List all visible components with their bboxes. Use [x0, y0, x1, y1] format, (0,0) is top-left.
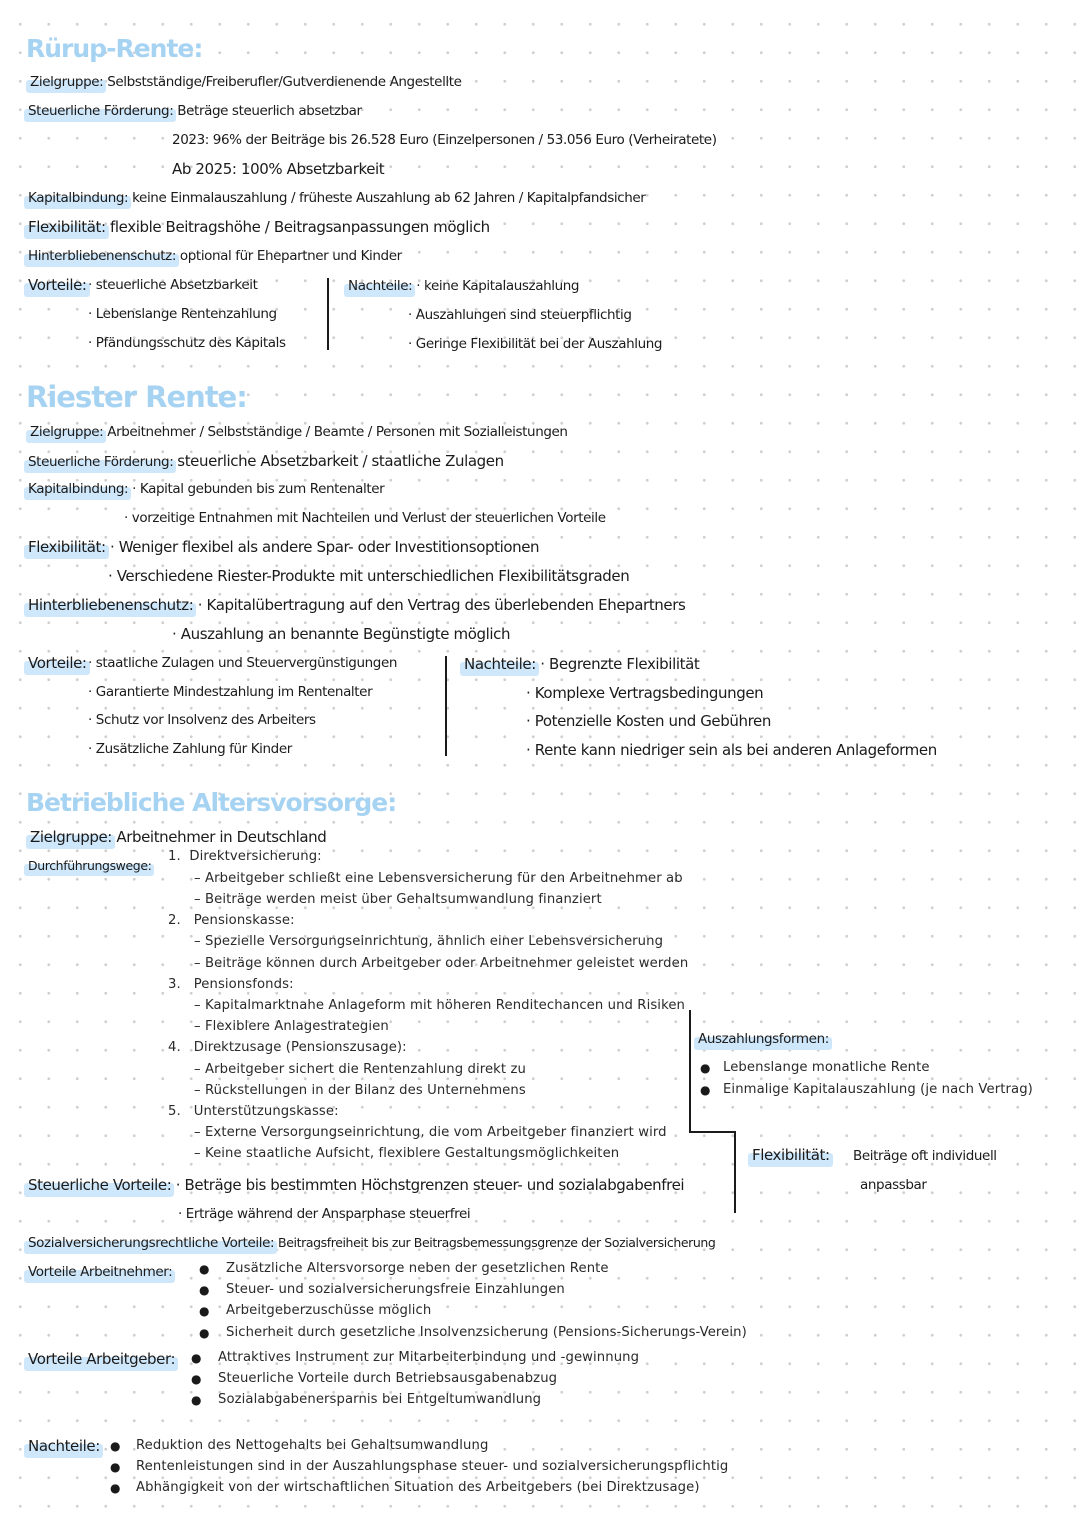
bav-steuer-row	[28, 1176, 684, 1194]
bav-zielgruppe-text: Arbeitnehmer in Deutschland	[116, 828, 327, 846]
bullet-icon: ●	[110, 1481, 121, 1495]
bav-weg-1-point-1: – Arbeitgeber schließt eine Lebensversicherung für den Arbeitnehmer ab	[194, 871, 683, 886]
riester-vorteil-1: · staatliche Zulagen und Steuervergünstigungen	[88, 655, 398, 671]
bav-weg-4-point-1: – Arbeitgeber sichert die Rentenzahlung direkt zu	[194, 1062, 526, 1077]
bav-weg-2: 2. Pensionskasse:	[168, 913, 295, 928]
bullet-icon: ●	[700, 1061, 711, 1075]
bav-weg-3-point-2: – Flexiblere Anlagestrategien	[194, 1019, 389, 1034]
ruerup-foerderung-text: Beträge steuerlich absetzbar	[177, 103, 362, 119]
bav-vorteil-ag-3: Sozialabgabenersparnis bei Entgeltumwandlung	[218, 1392, 542, 1407]
ruerup-nachteil-3: · Geringe Flexibilität bei der Auszahlung	[408, 336, 663, 352]
bav-steuer-1: · Beträge bis bestimmten Höchstgrenzen steuer- und sozialabgabenfrei	[175, 1176, 685, 1194]
riester-hinterbliebenen-2: · Auszahlung an benannte Begünstigte möglich	[172, 625, 511, 643]
bav-weg-5-point-2: – Keine staatliche Aufsicht, flexiblere Gestaltungsmöglichkeiten	[194, 1146, 620, 1161]
ruerup-foerderung-row	[28, 103, 362, 119]
ruerup-zielgruppe-label: Zielgruppe:	[30, 74, 104, 90]
ruerup-vorteile-label: Vorteile:	[28, 276, 87, 294]
bav-vorteil-ag-2: Steuerliche Vorteile durch Betriebsausgabenabzug	[218, 1371, 558, 1386]
ruerup-flexibilitaet-text: flexible Beitragshöhe / Beitragsanpassungen möglich	[110, 218, 490, 236]
bav-weg-5-point-1: – Externe Versorgungseinrichtung, die vom Arbeitgeber finanziert wird	[194, 1125, 667, 1140]
ruerup-zielgruppe-row	[30, 74, 462, 90]
riester-title: Riester Rente:	[26, 380, 247, 414]
riester-nachteil-4: · Rente kann niedriger sein als bei anderen Anlageformen	[526, 741, 937, 759]
bav-weg-5: 5. Unterstützungskasse:	[168, 1104, 339, 1119]
riester-hinterbliebenen-1: · Kapitalübertragung auf den Vertrag des überlebenden Ehepartners	[197, 596, 686, 614]
bav-vorteil-an-2: Steuer- und sozialversicherungsfreie Einzahlungen	[226, 1282, 565, 1297]
riester-nachteil-1: · Begrenzte Flexibilität	[540, 655, 700, 673]
bav-weg-2-point-1: – Spezielle Versorgungseinrichtung, ähnlich einer Lebensversicherung	[194, 934, 664, 949]
riester-nachteile-row	[464, 655, 699, 673]
ruerup-foerderung-label: Steuerliche Förderung:	[28, 103, 174, 119]
riester-divider	[445, 656, 447, 756]
riester-kapitalbindung-1: · Kapital gebunden bis zum Rentenalter	[132, 481, 385, 497]
bullet-icon: ●	[191, 1372, 202, 1386]
riester-zielgruppe-text: Arbeitnehmer / Selbstständige / Beamte / Personen mit Sozialleistungen	[107, 424, 568, 440]
bav-auszahlung-2: Einmalige Kapitalauszahlung (je nach Vertrag)	[723, 1082, 1033, 1097]
bav-nachteile-label: Nachteile:	[28, 1437, 100, 1455]
ruerup-title: Rürup-Rente:	[26, 34, 203, 63]
bav-auszahlung-connector	[689, 1131, 736, 1133]
ruerup-vorteil-2: · Lebenslange Rentenzahlung	[88, 306, 277, 322]
bullet-icon: ●	[110, 1460, 121, 1474]
bav-nachteil-1: Reduktion des Nettogehalts bei Gehaltsumwandlung	[136, 1438, 489, 1453]
bav-nachteil-2: Rentenleistungen sind in der Auszahlungsphase steuer- und sozialversicherungspflichtig	[136, 1459, 729, 1474]
riester-zielgruppe-label: Zielgruppe:	[30, 424, 104, 440]
bav-vorteil-ag-1: Attraktives Instrument zur Mitarbeiterbindung und -gewinnung	[218, 1350, 640, 1365]
ruerup-vorteil-1: · steuerliche Absetzbarkeit	[88, 277, 258, 293]
riester-zielgruppe-row	[30, 424, 568, 440]
bav-sozial-row	[28, 1235, 715, 1251]
bav-auszahlung-1: Lebenslange monatliche Rente	[723, 1060, 930, 1075]
riester-vorteil-2: · Garantierte Mindestzahlung im Rentenalter	[88, 684, 373, 700]
ruerup-flexibilitaet-row	[28, 218, 490, 236]
riester-kapitalbindung-row	[28, 481, 384, 497]
bav-flex-label: Flexibilität:	[752, 1146, 830, 1164]
bav-zielgruppe-row	[30, 828, 326, 846]
bav-flex-divider	[734, 1131, 736, 1213]
bav-vorteile-an-label: Vorteile Arbeitnehmer:	[28, 1264, 173, 1280]
riester-vorteil-4: · Zusätzliche Zahlung für Kinder	[88, 741, 292, 757]
bav-weg-1-point-2: – Beiträge werden meist über Gehaltsumwandlung finanziert	[194, 892, 602, 907]
bullet-icon: ●	[191, 1351, 202, 1365]
bav-sozial-text: Beitragsfreiheit bis zur Beitragsbemessungsgrenze der Sozialversicherung	[278, 1235, 716, 1250]
bav-flex-1: Beiträge oft individuell	[853, 1148, 997, 1164]
riester-foerderung-row	[28, 452, 504, 470]
bav-title: Betriebliche Altersvorsorge:	[26, 788, 397, 817]
bav-weg-3: 3. Pensionsfonds:	[168, 977, 294, 992]
riester-flexibilitaet-2: · Verschiedene Riester-Produkte mit unterschiedlichen Flexibilitätsgraden	[108, 567, 630, 585]
ruerup-nachteile-label: Nachteile:	[348, 278, 413, 294]
riester-vorteil-3: · Schutz vor Insolvenz des Arbeiters	[88, 712, 316, 728]
bav-weg-1: 1. Direktversicherung:	[168, 849, 322, 864]
ruerup-nachteile-row	[348, 278, 579, 294]
bullet-icon: ●	[700, 1083, 711, 1097]
ruerup-foerderung-2023: 2023: 96% der Beiträge bis 26.528 Euro (Einzelpersonen / 53.056 Euro (Verheiratete)	[172, 132, 717, 148]
bav-nachteil-3: Abhängigkeit von der wirtschaftlichen Situation des Arbeitgebers (bei Direktzusage)	[136, 1480, 700, 1495]
ruerup-nachteil-2: · Auszahlungen sind steuerpflichtig	[408, 307, 632, 323]
riester-nachteil-3: · Potenzielle Kosten und Gebühren	[526, 712, 771, 730]
bullet-icon: ●	[199, 1304, 210, 1318]
bav-vorteile-ag-label: Vorteile Arbeitgeber:	[28, 1350, 176, 1368]
bav-auszahlung-divider	[689, 1010, 691, 1132]
bav-steuer-2: · Erträge während der Ansparphase steuerfrei	[178, 1206, 471, 1222]
bav-auszahlung-label: Auszahlungsformen:	[698, 1031, 829, 1047]
riester-hinterbliebenen-row	[28, 596, 685, 614]
ruerup-kapitalbindung-label: Kapitalbindung:	[28, 190, 129, 206]
ruerup-flexibilitaet-label: Flexibilität:	[28, 218, 106, 236]
ruerup-zielgruppe-text: Selbstständige/Freiberufler/Gutverdienende Angestellte	[107, 74, 462, 90]
riester-foerderung-label: Steuerliche Förderung:	[28, 454, 174, 470]
riester-nachteile-label: Nachteile:	[464, 655, 536, 673]
ruerup-hinterbliebenen-row	[28, 248, 402, 264]
ruerup-kapitalbindung-text: keine Einmalauszahlung / früheste Auszahlung ab 62 Jahren / Kapitalpfandsicher	[132, 190, 646, 206]
bav-flex-2: anpassbar	[860, 1177, 927, 1193]
riester-kapitalbindung-2: · vorzeitige Entnahmen mit Nachteilen und Verlust der steuerlichen Vorteile	[124, 510, 606, 526]
ruerup-foerderung-2025: Ab 2025: 100% Absetzbarkeit	[172, 160, 385, 178]
bav-vorteil-an-1: Zusätzliche Altersvorsorge neben der gesetzlichen Rente	[226, 1261, 609, 1276]
bav-weg-4-point-2: – Rückstellungen in der Bilanz des Unternehmens	[194, 1083, 526, 1098]
riester-vorteile-label: Vorteile:	[28, 654, 87, 672]
bullet-icon: ●	[110, 1439, 121, 1453]
riester-flexibilitaet-1: · Weniger flexibel als andere Spar- oder Investitionsoptionen	[110, 538, 540, 556]
ruerup-vorteil-3: · Pfändungsschutz des Kapitals	[88, 335, 286, 351]
bullet-icon: ●	[199, 1326, 210, 1340]
ruerup-hinterbliebenen-label: Hinterbliebenenschutz:	[28, 248, 176, 264]
riester-kapitalbindung-label: Kapitalbindung:	[28, 481, 129, 497]
bav-steuer-label: Steuerliche Vorteile:	[28, 1176, 172, 1194]
bav-zielgruppe-label: Zielgruppe:	[30, 828, 112, 846]
riester-foerderung-text: steuerliche Absetzbarkeit / staatliche Zulagen	[177, 452, 504, 470]
bav-vorteil-an-4: Sicherheit durch gesetzliche Insolvenzsicherung (Pensions-Sicherungs-Verein)	[226, 1325, 747, 1340]
ruerup-divider	[327, 278, 329, 350]
bav-durchfuehrung-label: Durchführungswege:	[28, 858, 152, 873]
riester-flexibilitaet-label: Flexibilität:	[28, 538, 106, 556]
bullet-icon: ●	[199, 1283, 210, 1297]
ruerup-hinterbliebenen-text: optional für Ehepartner und Kinder	[179, 248, 402, 264]
riester-hinterbliebenen-label: Hinterbliebenenschutz:	[28, 596, 194, 614]
ruerup-kapitalbindung-row	[28, 190, 645, 206]
bav-weg-4: 4. Direktzusage (Pensionszusage):	[168, 1040, 407, 1055]
riester-flexibilitaet-row	[28, 538, 539, 556]
bav-sozial-label: Sozialversicherungsrechtliche Vorteile:	[28, 1235, 275, 1251]
bav-weg-3-point-1: – Kapitalmarktnahe Anlageform mit höheren Renditechancen und Risiken	[194, 998, 686, 1013]
bullet-icon: ●	[191, 1393, 202, 1407]
bullet-icon: ●	[199, 1262, 210, 1276]
riester-nachteil-2: · Komplexe Vertragsbedingungen	[526, 684, 764, 702]
bav-weg-2-point-2: – Beiträge können durch Arbeitgeber oder Arbeitnehmer geleistet werden	[194, 956, 689, 971]
bav-vorteil-an-3: Arbeitgeberzuschüsse möglich	[226, 1303, 432, 1318]
ruerup-nachteil-1: · keine Kapitalauszahlung	[416, 278, 580, 294]
